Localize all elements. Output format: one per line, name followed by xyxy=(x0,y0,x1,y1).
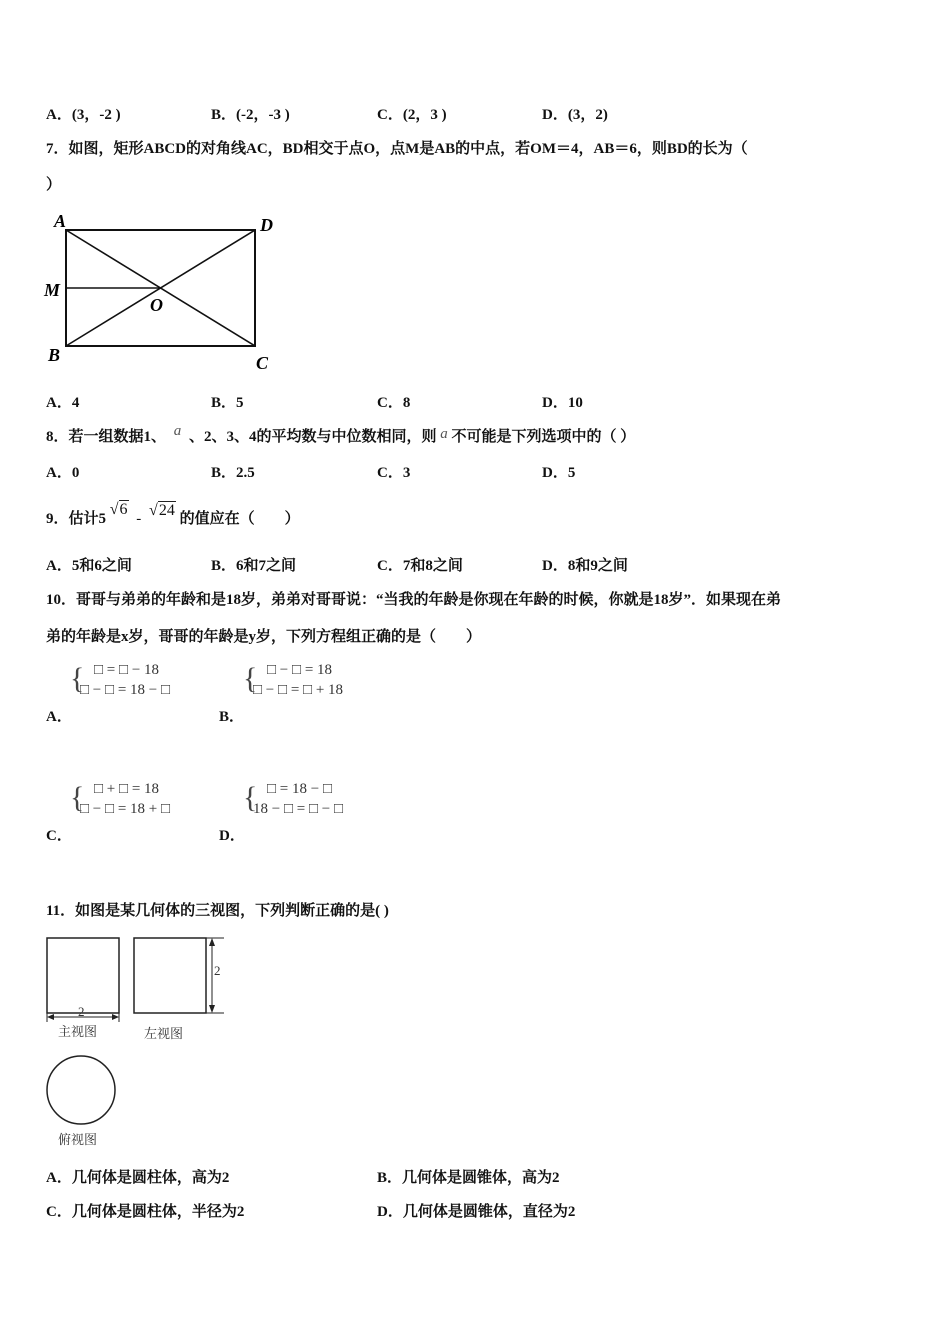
q9-option-c: C．7和8之间 xyxy=(377,558,463,574)
q10-question-line2: 弟的年龄是x岁，哥哥的年龄是y岁，下列方程组正确的是（ ） xyxy=(46,629,482,645)
q11-option-c: C．几何体是圆柱体，半径为2 xyxy=(46,1204,245,1220)
q9-suffix: 的值应在（ ） xyxy=(179,511,300,527)
q7-option-c: C．8 xyxy=(377,395,411,411)
q10-option-c-label: C． xyxy=(46,828,72,844)
label-c: C xyxy=(256,353,269,373)
q9-sqrt-24: √24 xyxy=(149,502,175,519)
q10-option-a-label: A． xyxy=(46,709,72,725)
q9-minus: - xyxy=(136,511,142,527)
q6-option-b: B．(-2，-3 ) xyxy=(211,107,290,123)
q7-question-line1: 7．如图，矩形ABCD的对角线AC，BD相交于点O，点M是AB的中点，若OM＝4，AB＝6，则BD的长为（ xyxy=(46,141,748,157)
q8-var-a-2: a xyxy=(440,426,448,442)
q6-option-d: D．(3，2) xyxy=(542,107,608,123)
q8-part2: 、2、3、4的平均数与中位数相同，则 xyxy=(189,429,437,445)
q10-option-d-label: D． xyxy=(219,828,245,844)
q10-c-eq1: □ + □ = 18 xyxy=(94,781,160,797)
dim-width: 2 xyxy=(78,1004,85,1019)
label-o: O xyxy=(150,295,163,315)
q8-question xyxy=(46,425,635,446)
label-a: A xyxy=(54,211,67,231)
q9-sqrt-6: √6 xyxy=(109,501,128,518)
q10-system-c: { □ + □ = 18 □ − □ = 18 + □ xyxy=(70,781,171,817)
label-d: D xyxy=(260,215,273,235)
view-front-label: 主视图 xyxy=(58,1024,98,1039)
q11-option-b: B．几何体是圆锥体，高为2 xyxy=(377,1170,560,1186)
q8-var-a: a xyxy=(173,423,182,439)
q10-system-b: { □ − □ = 18 □ − □ = □ + 18 xyxy=(243,662,344,698)
q8-option-c: C．3 xyxy=(377,465,411,481)
q10-c-eq2: □ − □ = 18 + □ xyxy=(80,801,171,817)
q6-option-c: C．(2，3 ) xyxy=(377,107,447,123)
q8-option-b: B．2.5 xyxy=(211,465,255,481)
view-top-label: 俯视图 xyxy=(58,1132,98,1147)
q8-part1: 8．若一组数据1、 xyxy=(46,429,167,445)
q9-option-b: B．6和7之间 xyxy=(211,558,297,574)
view-left-label: 左视图 xyxy=(144,1026,184,1041)
q10-a-eq1: □ = □ − 18 xyxy=(94,662,160,678)
q10-d-eq2: 18 − □ = □ − □ xyxy=(253,801,344,817)
q10-system-a: { □ = □ − 18 □ − □ = 18 − □ xyxy=(70,662,171,698)
label-m: M xyxy=(44,280,61,300)
q10-option-b-label: B． xyxy=(219,709,245,725)
q10-system-d: { □ = 18 − □ 18 − □ = □ − □ xyxy=(243,781,344,817)
q9-option-d: D．8和9之间 xyxy=(542,558,628,574)
q7-question-line2: ） xyxy=(46,177,62,193)
q8-option-a: A．0 xyxy=(46,465,80,481)
q7-option-b: B．5 xyxy=(211,395,244,411)
q9-prefix: 9．估计5 xyxy=(46,511,107,527)
q8-option-d: D．5 xyxy=(542,465,576,481)
q7-option-a: A．4 xyxy=(46,395,80,411)
q10-question-line1: 10．哥哥与弟弟的年龄和是18岁，弟弟对哥哥说：“当我的年龄是你现在年龄的时候，你就是18岁”．如果现在弟 xyxy=(46,592,782,608)
q10-d-eq1: □ = 18 − □ xyxy=(267,781,333,797)
q11-option-a: A．几何体是圆柱体，高为2 xyxy=(46,1170,230,1186)
q6-option-a: A．(3，-2 ) xyxy=(46,107,121,123)
q8-part3: 不可能是下列选项中的（ ） xyxy=(451,429,636,445)
q10-b-eq1: □ − □ = 18 xyxy=(267,662,333,678)
q10-b-eq2: □ − □ = □ + 18 xyxy=(253,682,344,698)
q9-option-a: A．5和6之间 xyxy=(46,558,132,574)
label-b: B xyxy=(48,345,61,365)
q11-question: 11．如图是某几何体的三视图，下列判断正确的是( ) xyxy=(46,903,389,919)
dim-height: 2 xyxy=(214,963,221,978)
q9-question xyxy=(46,501,300,528)
q11-three-views-figure xyxy=(40,930,240,1150)
q11-option-d: D．几何体是圆锥体，直径为2 xyxy=(377,1204,576,1220)
q10-a-eq2: □ − □ = 18 − □ xyxy=(80,682,171,698)
q7-option-d: D．10 xyxy=(542,395,583,411)
q7-rectangle-figure xyxy=(40,205,290,375)
